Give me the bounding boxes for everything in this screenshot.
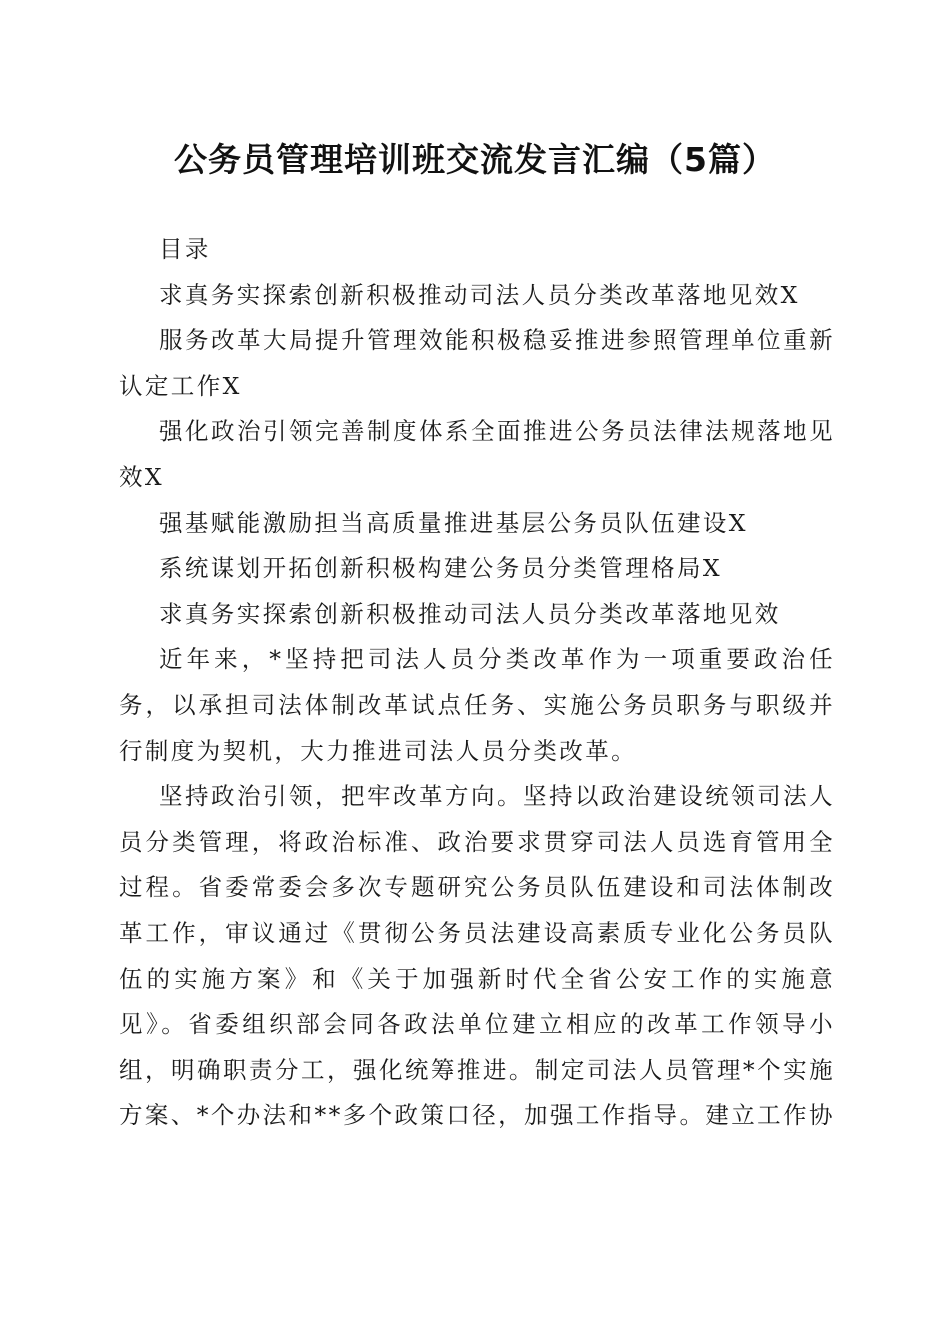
document-body xyxy=(119,227,835,1139)
toc-item: 系统谋划开拓创新积极构建公务员分类管理格局X xyxy=(159,554,723,583)
toc-item: 强基赋能激励担当高质量推进基层公务员队伍建设X xyxy=(159,508,748,537)
toc-heading: 目录 xyxy=(159,235,211,263)
body-paragraph: 近年来，*坚持把司法人员分类改革作为一项重要政治任务，以承担司法体制改革试点任务、实施公务员职务与职级并行制度为契机，大力推进司法人员分类改革。 xyxy=(119,645,835,765)
section-title: 求真务实探索创新积极推动司法人员分类改革落地见效 xyxy=(159,599,781,628)
toc-item: 服务改革大局提升管理效能积极稳妥推进参照管理单位重新认定工作X xyxy=(119,326,835,400)
toc-item: 强化政治引领完善制度体系全面推进公务员法律法规落地见效X xyxy=(119,417,835,491)
document-title: 公务员管理培训班交流发言汇编（5篇） xyxy=(174,140,776,179)
toc-item: 求真务实探索创新积极推动司法人员分类改革落地见效X xyxy=(159,280,800,309)
body-paragraph: 坚持政治引领，把牢改革方向。坚持以政治建设统领司法人员分类管理，将政治标准、政治要求贯穿司法人员选育管用全过程。省委常委会多次专题研究公务员队伍建设和司法体制改革工作，审议通过《贯彻公务员法建设高素质专业化公务员队伍的实施方案》和《关于加强新时代全省公安工作的实施意见》。省委组织部会同各政法单位建立相应的改革工作领导小组，明确职责分工，强化统筹推进。制定司法人员管理*个实施方案、*个办法和**多个政策口径，加强工作指导。建立工作协 xyxy=(119,782,835,1130)
